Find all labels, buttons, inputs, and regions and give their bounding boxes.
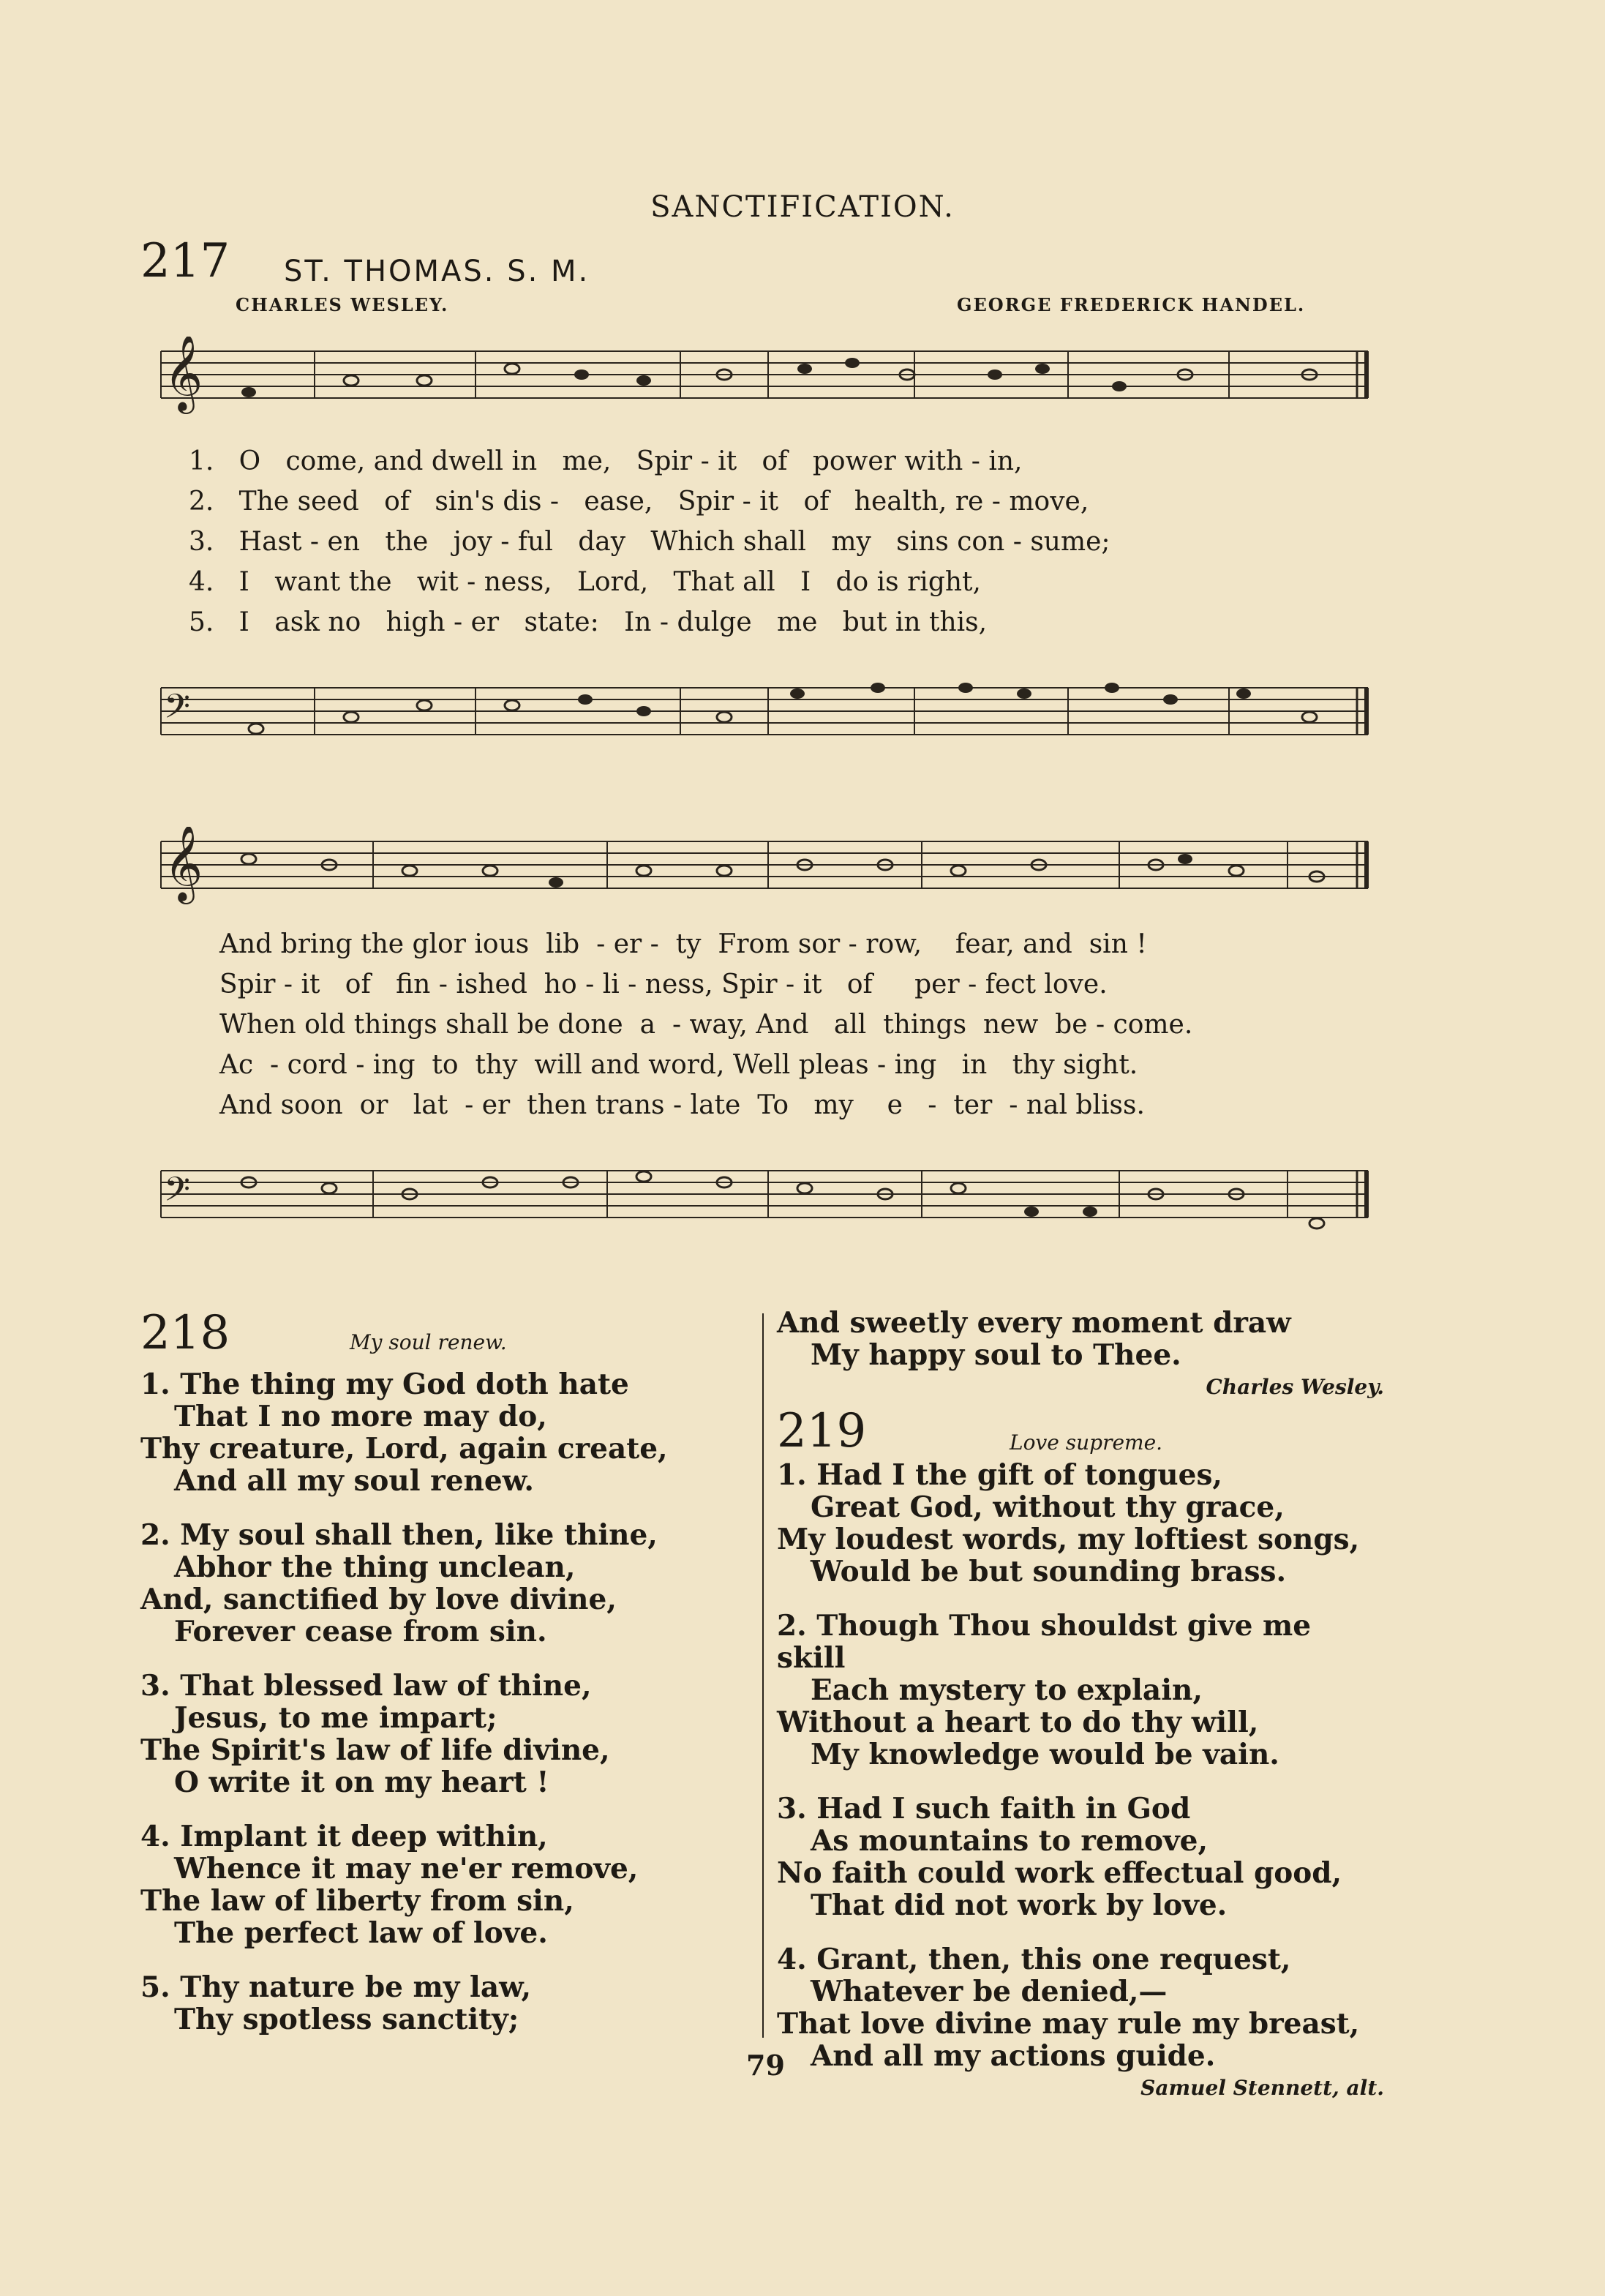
line: 5. Thy nature be my law, <box>140 1970 532 2004</box>
hymn-219-subtitle: Love supreme. <box>1010 1430 1163 1455</box>
line: 2. My soul shall then, like thine, <box>140 1518 658 1552</box>
line: Forever cease from sin. <box>174 1615 547 1648</box>
hymn-218-stanza-3 <box>140 1670 740 1798</box>
line: Thy creature, Lord, again create, <box>140 1432 668 1466</box>
line: Whence it may ne'er remove, <box>174 1852 639 1886</box>
bass-staff-1 <box>146 659 1383 768</box>
line: And sweetly every moment draw <box>777 1306 1291 1340</box>
line: And all my soul renew. <box>174 1464 534 1498</box>
lyric-1-4: 4. I want the wit - ness, Lord, That all I do is right, <box>189 567 981 597</box>
section-title: SANCTIFICATION. <box>650 190 955 224</box>
hymn-219-stanza-2 <box>777 1610 1384 1771</box>
line: No faith could work effectual good, <box>777 1856 1342 1890</box>
line: 3. That blessed law of thine, <box>140 1669 592 1703</box>
hymn-219-attribution: Samuel Stennett, alt. <box>1140 2076 1384 2100</box>
line: And all my actions guide. <box>811 2039 1216 2073</box>
lyric-2-2: Spir - it of fin - ished ho - li - ness, Spir - it of per - fect love. <box>219 969 1108 999</box>
line: That love divine may rule my breast, <box>777 2007 1360 2041</box>
hymn-218-text <box>140 1368 740 2057</box>
hymn-218-attribution: Charles Wesley. <box>1206 1375 1384 1399</box>
hymn-217-author: CHARLES WESLEY. <box>236 294 449 315</box>
lyric-2-4: Ac - cord - ing to thy will and word, Well pleas - ing in thy sight. <box>219 1050 1138 1080</box>
hymn-218-stanza-2 <box>140 1519 740 1648</box>
line: O write it on my heart ! <box>174 1766 549 1799</box>
line: Without a heart to do thy will, <box>777 1706 1259 1739</box>
line: 4. Grant, then, this one request, <box>777 1943 1291 1976</box>
line: My loudest words, my loftiest songs, <box>777 1523 1360 1556</box>
hymn-218-subtitle: My soul renew. <box>350 1330 507 1354</box>
hymn-219-stanza-4 <box>777 1943 1384 2072</box>
lyric-1-5: 5. I ask no high - er state: In - dulge me but in this, <box>189 607 988 637</box>
hymn-218-stanza-5a <box>140 1971 740 2036</box>
lyric-2-1: And bring the glor ious lib - er - ty From sor - row, fear, and sin ! <box>219 929 1147 959</box>
line: Thy spotless sanctity; <box>174 2003 519 2036</box>
line: 4. Implant it deep within, <box>140 1820 548 1853</box>
hymn-217-composer: GEORGE FREDERICK HANDEL. <box>957 294 1306 315</box>
line: 1. The thing my God doth hate <box>140 1368 629 1401</box>
hymn-217-tune: ST. THOMAS. S. M. <box>284 255 590 288</box>
line: And, sanctified by love divine, <box>140 1583 617 1616</box>
hymn-218-stanza-4 <box>140 1820 740 1949</box>
line: As mountains to remove, <box>811 1824 1209 1858</box>
svg-text:𝄢: 𝄢 <box>164 687 191 735</box>
column-divider <box>762 1313 764 2038</box>
lyric-2-3: When old things shall be done a - way, And all things new be - come. <box>219 1010 1193 1040</box>
line: My happy soul to Thee. <box>811 1338 1181 1372</box>
line: Would be but sounding brass. <box>811 1555 1287 1588</box>
hymn-218-stanza-1 <box>140 1368 740 1497</box>
line: 3. Had I such faith in God <box>777 1792 1191 1826</box>
svg-text:𝄢: 𝄢 <box>164 1170 191 1218</box>
hymn-219-stanza-1 <box>777 1459 1384 1588</box>
lyric-1-2: 2. The seed of sin's dis - ease, Spir - it of health, re - move, <box>189 487 1089 517</box>
page-number: 79 <box>746 2049 785 2082</box>
hymn-219-number: 219 <box>777 1404 867 1458</box>
lyric-2-5: And soon or lat - er then trans - late To my e - ter - nal bliss. <box>219 1090 1145 1120</box>
line: The perfect law of love. <box>174 1916 548 1950</box>
line: The law of liberty from sin, <box>140 1884 574 1918</box>
line: The Spirit's law of life divine, <box>140 1733 610 1767</box>
svg-text:𝄞: 𝄞 <box>164 827 203 901</box>
lyric-1-3: 3. Hast - en the joy - ful day Which shall my sins con - sume; <box>189 527 1110 557</box>
treble-staff-1 <box>146 337 1383 439</box>
hymn-219-stanza-3 <box>777 1793 1384 1921</box>
line: Great God, without thy grace, <box>811 1490 1285 1524</box>
line: My knowledge would be vain. <box>811 1738 1279 1771</box>
line: 1. Had I the gift of tongues, <box>777 1458 1223 1492</box>
lyric-1-1: 1. O come, and dwell in me, Spir - it of power with - in, <box>189 446 1023 476</box>
line: Each mystery to explain, <box>811 1673 1203 1707</box>
line: That I no more may do, <box>174 1400 547 1433</box>
line: 2. Though Thou shouldst give me skill <box>777 1609 1312 1675</box>
svg-text:𝄞: 𝄞 <box>164 337 203 411</box>
bass-staff-2 <box>146 1141 1383 1251</box>
line: Whatever be denied,— <box>811 1975 1168 2008</box>
hymn-217-number: 217 <box>140 234 230 288</box>
line: Abhor the thing unclean, <box>174 1550 576 1584</box>
line: That did not work by love. <box>811 1888 1228 1922</box>
hymn-218-number: 218 <box>140 1306 230 1360</box>
right-column <box>777 1307 1384 2104</box>
hymn-219-header <box>777 1404 1384 1459</box>
line: Jesus, to me impart; <box>174 1701 497 1735</box>
treble-staff-2 <box>146 827 1383 922</box>
